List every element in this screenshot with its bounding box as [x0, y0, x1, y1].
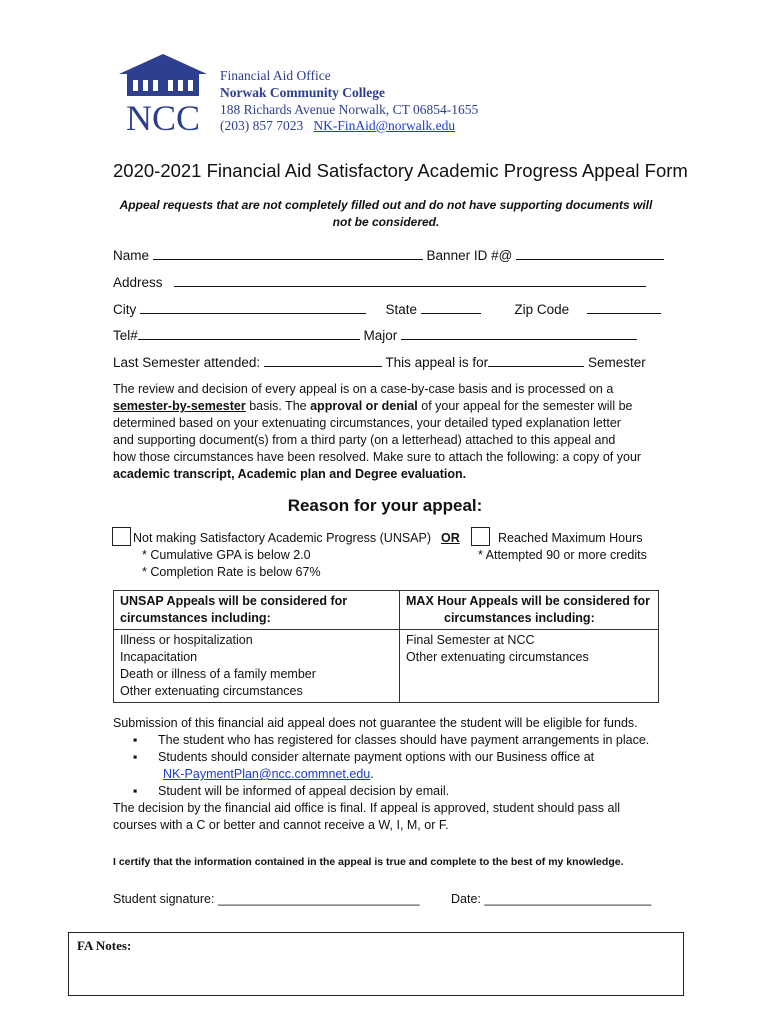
appeal-for-label: This appeal is for — [385, 355, 489, 370]
list-item: ▪ The student who has registered for classes should have payment arrangements in place. — [133, 733, 650, 747]
unsap-sub-completion: * Completion Rate is below 67% — [142, 565, 321, 579]
city-label: City — [113, 302, 137, 317]
zip-field[interactable] — [587, 301, 661, 314]
row-address — [113, 274, 646, 290]
date-label: Date: — [451, 892, 481, 906]
address-field[interactable] — [174, 274, 646, 287]
student-signature-label: Student signature: — [113, 892, 215, 906]
last-semester-field[interactable] — [264, 354, 382, 367]
list-item: Other extenuating circumstances — [120, 684, 303, 698]
semester-label: Semester — [587, 355, 646, 370]
name-label: Name — [113, 248, 150, 263]
review-paragraph — [113, 381, 663, 483]
list-item: ▪ Student will be informed of appeal decision by email. — [133, 784, 450, 798]
bullet-icon: ▪ — [133, 733, 138, 747]
banner-id-label: Banner ID #@ — [426, 248, 513, 263]
tel-label: Tel# — [113, 328, 138, 343]
max-sub-credits: * Attempted 90 or more credits — [478, 548, 647, 562]
logo-text: NCC — [125, 98, 201, 132]
list-item: Illness or hospitalization — [120, 633, 253, 647]
address-label: Address — [113, 275, 163, 290]
college-address: 188 Richards Avenue Norwalk, CT 06854-1655 — [220, 102, 479, 117]
tel-field[interactable] — [138, 327, 360, 340]
review-line-6: academic transcript, Academic plan and Degree evaluation. — [113, 467, 467, 481]
fa-notes-label: FA Notes: — [77, 938, 132, 953]
list-item: Death or illness of a family member — [120, 667, 316, 681]
fa-notes-box[interactable] — [68, 932, 684, 996]
date-row — [451, 892, 651, 906]
state-field[interactable] — [421, 301, 481, 314]
final-decision-paragraph: The decision by the financial aid office is final. If appeal is approved, student should pass all courses with a C or better and cannot receive a W, I, M, or F. — [113, 801, 621, 832]
major-label: Major — [363, 328, 398, 343]
date-field[interactable]: ________________________ — [484, 892, 652, 906]
max-hours-option-label: Reached Maximum Hours — [498, 531, 643, 545]
review-line-3: determined based on your extenuating circumstances, your detailed typed explanation letter — [113, 416, 621, 430]
list-item: ▪ Students should consider alternate payment options with our Business office at — [133, 750, 595, 764]
name-field[interactable] — [153, 247, 423, 260]
office-name: Financial Aid Office — [220, 68, 331, 83]
unsap-items-cell — [114, 630, 400, 703]
row-city — [113, 301, 661, 317]
unsap-checkbox[interactable] — [112, 527, 131, 546]
row-semester — [113, 354, 646, 370]
criteria-header-row — [114, 591, 659, 630]
submission-intro: Submission of this financial aid appeal does not guarantee the student will be eligible for funds. — [113, 716, 638, 730]
last-semester-label: Last Semester attended: — [113, 355, 261, 370]
row-name — [113, 247, 664, 263]
max-items-cell — [400, 630, 659, 703]
form-title: 2020-2021 Financial Aid Satisfactory Academic Progress Appeal Form — [113, 160, 688, 181]
unsap-header-cell: UNSAP Appeals will be considered for circumstances including: — [114, 591, 400, 630]
major-field[interactable] — [401, 327, 637, 340]
max-header-cell: MAX Hour Appeals will be considered for circumstances including: — [400, 591, 659, 630]
review-line-5: how those circumstances have been resolved. Make sure to attach the following: a copy of your — [113, 450, 642, 464]
max-hours-checkbox[interactable] — [471, 527, 490, 546]
unsap-option-label: Not making Satisfactory Academic Progress (UNSAP) — [133, 531, 432, 545]
bullet-icon: ▪ — [133, 784, 138, 798]
notice-line-2: not be considered. — [332, 215, 440, 229]
state-label: State — [385, 302, 418, 317]
list-item-continued: NK-PaymentPlan@ncc.commnet.edu. — [163, 767, 374, 781]
ncc-logo — [117, 52, 209, 132]
city-field[interactable] — [140, 301, 366, 314]
notice-line-1: Appeal requests that are not completely filled out and do not have supporting documents will — [119, 198, 653, 212]
submission-bullets — [133, 732, 649, 800]
finaid-email-link[interactable]: NK-FinAid@norwalk.edu — [313, 118, 456, 133]
review-line-1: The review and decision of every appeal is on a case-by-case basis and is processed on a — [113, 382, 614, 396]
contact-line — [220, 118, 455, 134]
banner-id-field[interactable] — [516, 247, 664, 260]
zip-label: Zip Code — [514, 302, 570, 317]
student-signature-field[interactable]: _____________________________ — [217, 892, 420, 906]
payment-plan-email-link[interactable]: NK-PaymentPlan@ncc.commnet.edu — [163, 767, 371, 781]
or-label: OR — [441, 531, 460, 545]
reason-heading: Reason for your appeal: — [287, 496, 483, 515]
criteria-body-row — [114, 630, 659, 703]
list-item: Incapacitation — [120, 650, 198, 664]
list-item: Final Semester at NCC — [406, 633, 535, 647]
list-item: Other extenuating circumstances — [406, 650, 589, 664]
unsap-sub-gpa: * Cumulative GPA is below 2.0 — [142, 548, 311, 562]
row-tel — [113, 327, 637, 343]
certify-statement: I certify that the information contained in the appeal is true and complete to the best of my knowledge. — [113, 856, 624, 868]
college-name: Norwak Community College — [220, 85, 385, 100]
college-phone: (203) 857 7023 — [220, 118, 304, 133]
bullet-icon: ▪ — [133, 750, 138, 764]
criteria-table — [113, 590, 659, 703]
review-line-2: semester-by-semester basis. The approval or denial of your appeal for the semester will be — [113, 399, 633, 413]
review-line-4: and supporting document(s) from a third party (on a letterhead) attached to this appeal and — [113, 433, 616, 447]
signature-row — [113, 892, 420, 906]
appeal-semester-field[interactable] — [488, 354, 584, 367]
